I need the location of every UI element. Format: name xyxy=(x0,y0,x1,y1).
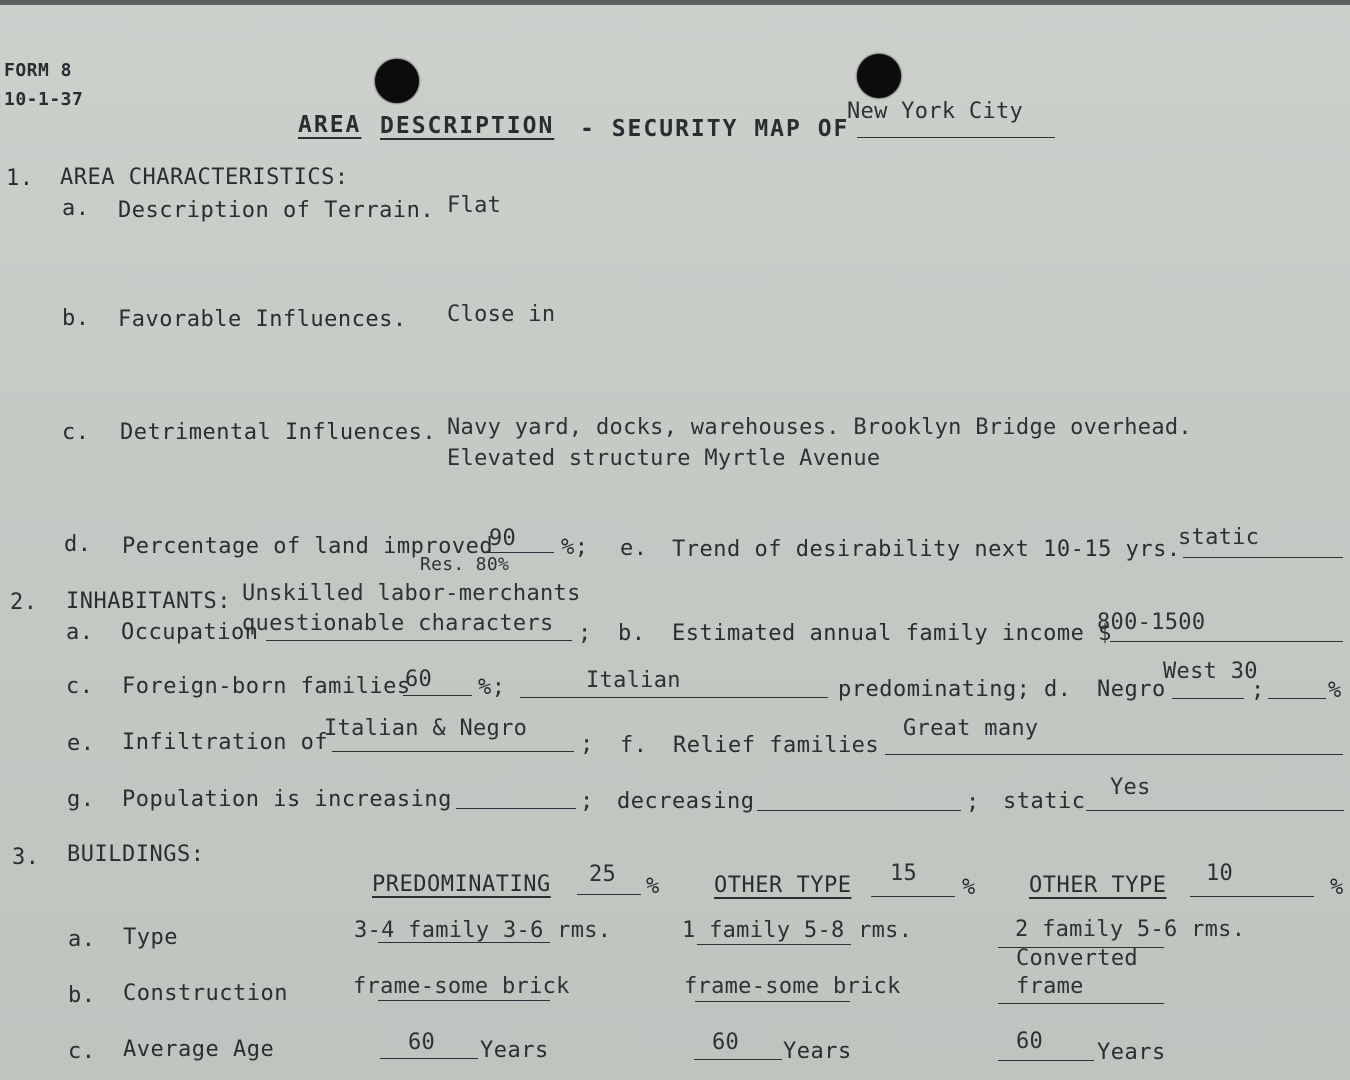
type-letter: a. xyxy=(68,927,96,952)
col2-header: OTHER TYPE xyxy=(714,873,852,898)
type-label: Type xyxy=(123,925,178,950)
title-area: AREA xyxy=(298,112,362,138)
age-col3-unit: Years xyxy=(1097,1040,1166,1065)
city-underline xyxy=(857,137,1055,138)
terrain-value: Flat xyxy=(447,193,502,218)
negro-label: Negro xyxy=(1097,677,1166,702)
construction-col3-value: frame xyxy=(1016,974,1084,999)
predominating-label: predominating; xyxy=(838,677,1031,702)
negro-value: West 30 xyxy=(1163,659,1258,684)
population-static-value: Yes xyxy=(1110,775,1151,800)
construction-label: Construction xyxy=(123,981,288,1006)
age-letter: c. xyxy=(68,1039,96,1064)
infiltration-label: Infiltration of xyxy=(122,730,329,755)
detrimental-value-line1: Navy yard, docks, warehouses. Brooklyn Bridge overhead. xyxy=(447,415,1192,440)
negro-underline-1 xyxy=(1172,698,1244,699)
col3-pct-sign: % xyxy=(1330,875,1344,900)
trend-value: static xyxy=(1178,525,1260,550)
relief-label: Relief families xyxy=(673,733,880,758)
age-col1-unit: Years xyxy=(480,1038,549,1063)
punch-hole-right xyxy=(857,54,901,98)
income-label: Estimated annual family income $ xyxy=(672,621,1112,646)
section1-number: 1. xyxy=(6,166,34,191)
negro-underline-2 xyxy=(1268,698,1326,699)
type-col2-value: 1 family 5-8 rms. xyxy=(682,918,913,943)
scan-edge xyxy=(0,0,1350,5)
type-col3-value: 2 family 5-6 rms. xyxy=(1015,917,1246,942)
detrimental-label: Detrimental Influences. xyxy=(120,420,437,445)
foreign-value: 60 xyxy=(405,667,433,692)
col1-header: PREDOMINATING xyxy=(372,872,551,897)
favorable-letter: b. xyxy=(62,306,90,331)
income-underline xyxy=(1110,641,1343,642)
punch-hole-left xyxy=(375,59,419,103)
occupation-suffix: ; xyxy=(578,621,592,646)
section2-heading: INHABITANTS: xyxy=(66,589,231,614)
relief-value: Great many xyxy=(903,716,1039,741)
occupation-underline xyxy=(266,640,572,641)
nationality-value: Italian xyxy=(586,668,681,693)
improved-value: 90 xyxy=(489,526,517,551)
infiltration-underline xyxy=(332,751,574,752)
trend-underline xyxy=(1183,557,1343,558)
title-security-map: - SECURITY MAP OF xyxy=(580,116,850,142)
favorable-label: Favorable Influences. xyxy=(118,307,407,332)
type-col3-extra: Converted xyxy=(1016,946,1138,971)
age-col3-underline xyxy=(998,1060,1094,1061)
population-sep-2: ; xyxy=(966,790,980,815)
inhabitants-value: Unskilled labor-merchants xyxy=(242,581,581,606)
negro-percent: % xyxy=(1328,678,1342,703)
relief-underline xyxy=(885,754,1343,755)
form-date: 10-1-37 xyxy=(4,89,84,110)
favorable-value: Close in xyxy=(447,302,556,327)
foreign-underline xyxy=(403,695,472,696)
negro-letter: d. xyxy=(1044,677,1072,702)
col3-percent: 10 xyxy=(1206,861,1234,886)
construction-col1-underline xyxy=(378,1000,550,1001)
section2-number: 2. xyxy=(10,590,38,615)
occupation-value: questionable characters xyxy=(242,611,554,636)
nationality-underline xyxy=(520,697,828,698)
population-increasing-label: Population is increasing xyxy=(122,787,452,812)
col1-percent-underline xyxy=(577,894,641,895)
infiltration-value: Italian & Negro xyxy=(324,716,528,741)
income-letter: b. xyxy=(618,621,646,646)
improved-label: Percentage of land improved xyxy=(122,534,494,559)
improved-underline xyxy=(484,552,554,553)
construction-letter: b. xyxy=(68,983,96,1008)
age-col2-value: 60 xyxy=(712,1030,740,1055)
negro-semicolon: ; xyxy=(1251,678,1265,703)
construction-col3-underline xyxy=(998,1003,1164,1004)
title-description: DESCRIPTION xyxy=(380,113,555,139)
construction-col1-value: frame-some brick xyxy=(353,974,570,999)
increasing-underline xyxy=(456,808,576,809)
population-sep-1: ; xyxy=(580,789,594,814)
detrimental-letter: c. xyxy=(62,420,90,445)
terrain-label: Description of Terrain. xyxy=(118,198,435,223)
static-underline xyxy=(1086,810,1344,811)
foreign-letter: c. xyxy=(66,674,94,699)
col1-pct-sign: % xyxy=(646,874,660,899)
col2-percent-underline xyxy=(871,896,955,897)
population-letter: g. xyxy=(67,787,95,812)
detrimental-value-line2: Elevated structure Myrtle Avenue xyxy=(447,446,881,471)
population-static-label: static xyxy=(1003,789,1086,814)
section1-heading: AREA CHARACTERISTICS: xyxy=(60,165,349,190)
type-col2-underline xyxy=(697,944,851,945)
construction-col2-value: frame-some brick xyxy=(684,974,901,999)
infiltration-suffix: ; xyxy=(580,732,594,757)
age-col1-value: 60 xyxy=(408,1030,436,1055)
section3-number: 3. xyxy=(12,845,40,870)
income-value: 800-1500 xyxy=(1097,610,1206,635)
occupation-letter: a. xyxy=(66,620,94,645)
age-col1-underline xyxy=(380,1058,478,1059)
population-decreasing-label: decreasing xyxy=(617,789,755,814)
type-col1-value: 3-4 family 3-6 rms. xyxy=(354,918,612,943)
age-label: Average Age xyxy=(123,1037,275,1062)
age-col3-value: 60 xyxy=(1016,1029,1044,1054)
trend-letter: e. xyxy=(620,536,648,561)
improved-suffix: %; xyxy=(561,535,589,560)
foreign-suffix: %; xyxy=(478,675,506,700)
form-number: FORM 8 xyxy=(4,60,73,81)
type-col1-underline xyxy=(378,942,550,943)
age-col2-unit: Years xyxy=(783,1039,852,1064)
relief-letter: f. xyxy=(620,733,648,758)
infiltration-letter: e. xyxy=(67,731,95,756)
improved-letter: d. xyxy=(64,532,92,557)
terrain-letter: a. xyxy=(62,196,90,221)
col2-pct-sign: % xyxy=(962,875,976,900)
city-name: New York City xyxy=(847,99,1024,124)
section3-heading: BUILDINGS: xyxy=(67,842,205,867)
foreign-label: Foreign-born families xyxy=(122,674,411,699)
col3-header: OTHER TYPE xyxy=(1029,873,1167,898)
trend-label: Trend of desirability next 10-15 yrs. xyxy=(672,537,1181,562)
col1-percent: 25 xyxy=(589,862,617,887)
col2-percent: 15 xyxy=(890,861,918,886)
construction-col2-underline xyxy=(695,1001,850,1002)
age-col2-underline xyxy=(694,1059,782,1060)
col3-percent-underline xyxy=(1190,896,1314,897)
decreasing-underline xyxy=(757,810,961,811)
improved-res-note: Res. 80% xyxy=(420,554,510,575)
occupation-label: Occupation xyxy=(121,620,259,645)
